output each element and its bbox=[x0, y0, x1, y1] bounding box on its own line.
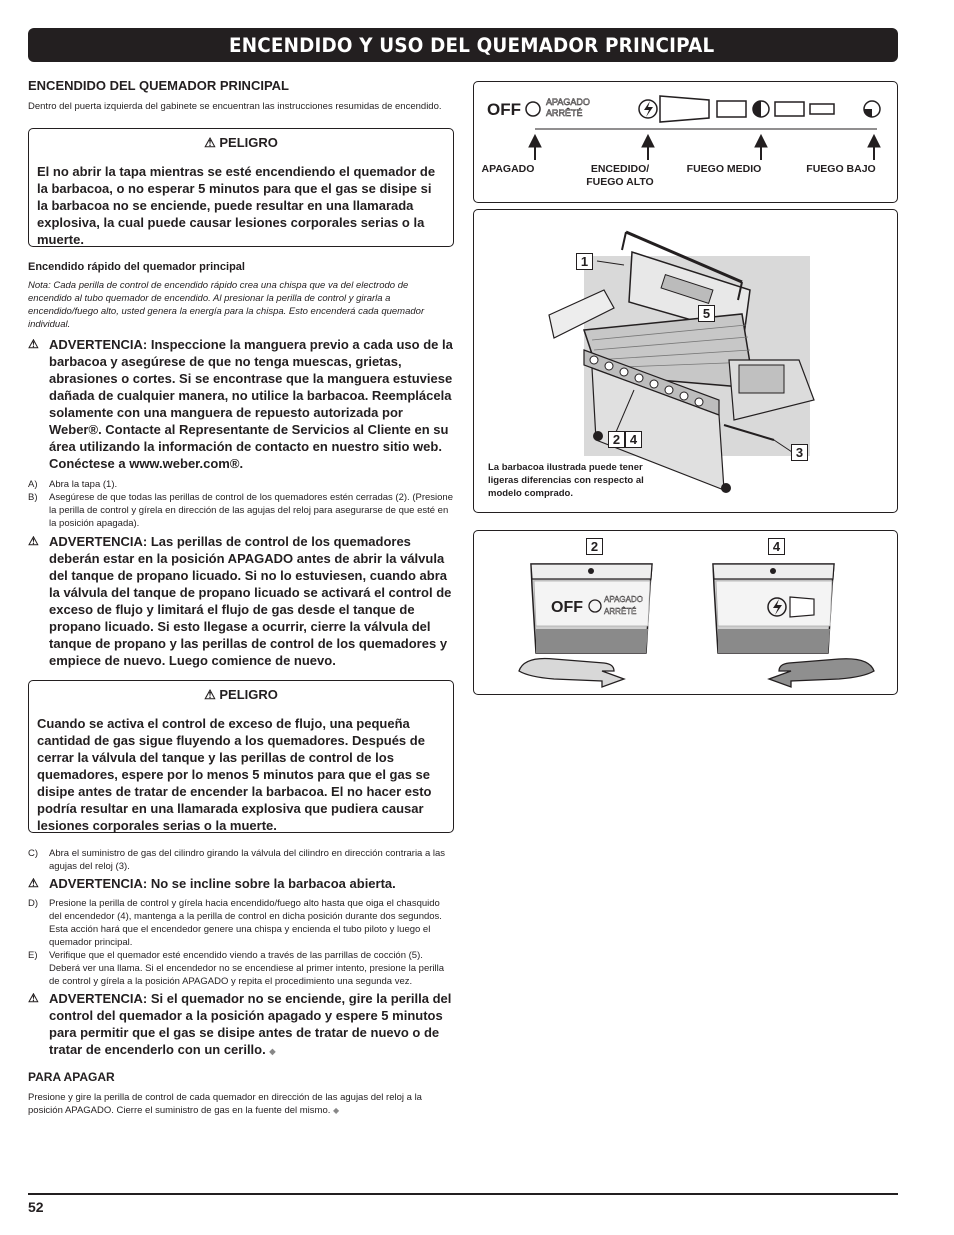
knob-figure-panel bbox=[473, 530, 898, 695]
danger-title: PELIGRO bbox=[219, 135, 278, 150]
warning-text bbox=[49, 990, 454, 1060]
grill-callout-3: 3 bbox=[791, 444, 808, 461]
grill-callout-5: 5 bbox=[698, 305, 715, 322]
end-diamond-icon: ◆ bbox=[333, 1106, 340, 1115]
page-number: 52 bbox=[28, 1199, 44, 1215]
danger-icon: ⚠ bbox=[204, 687, 220, 702]
danger-title: PELIGRO bbox=[219, 687, 278, 702]
knob-callout-2: 2 bbox=[586, 538, 603, 555]
step-letter: D) bbox=[28, 898, 39, 909]
dial-positions-panel bbox=[473, 81, 898, 203]
step-text: Abra la tapa (1). bbox=[49, 479, 118, 490]
step-letter: E) bbox=[28, 950, 38, 961]
step-item bbox=[28, 491, 454, 530]
counterclockwise-arrow-icon bbox=[769, 659, 874, 687]
step-text: Presione la perilla de control y gírela hacia encendido/fuego alto hasta que oiga el chasquido del encendedor (4), mantenga a la perilla de control en dicha posición durante dos segundos. Esta acción hará que el encendedor genere una chispa y encienda el tubo piloto y luego el quemador principal. bbox=[49, 898, 442, 948]
step-text: Asegúrese de que todas las perillas de control de los quemadores estén cerradas (2). (Presione la perilla de control y gírela en dirección de las agujas del reloj para asegurarse de que esté en la posición apagada). bbox=[49, 492, 453, 529]
dial-arrete-text: ARRÊTÉ bbox=[546, 108, 583, 118]
dial-label-bajo: FUEGO BAJO bbox=[806, 163, 876, 175]
flame-gauge-icon bbox=[717, 101, 746, 117]
dial-label-medio: FUEGO MEDIO bbox=[686, 163, 762, 175]
lightning-icon bbox=[644, 101, 653, 117]
danger-header bbox=[37, 135, 445, 151]
knob-arrete-text: ARRÊTÉ bbox=[604, 607, 637, 616]
flame-gauge-large-icon bbox=[660, 96, 709, 122]
steps-de bbox=[28, 897, 454, 988]
page-title: ENCENDIDO Y USO DEL QUEMADOR PRINCIPAL bbox=[229, 34, 715, 57]
warning-text: ADVERTENCIA: No se incline sobre la barbacoa abierta. bbox=[49, 876, 396, 891]
footer-rule bbox=[28, 1193, 898, 1195]
warning-icon: ⚠ bbox=[28, 337, 39, 351]
knob-off-text: OFF bbox=[551, 599, 583, 616]
step-text: Abra el suministro de gas del cilindro girando la válvula del cilindro en dirección contraria a las agujas del reloj (3). bbox=[49, 848, 446, 872]
grill-callout-4: 4 bbox=[625, 431, 642, 448]
step-item bbox=[28, 897, 454, 949]
clockwise-arrow-icon bbox=[519, 659, 624, 688]
grill-callout-2: 2 bbox=[608, 431, 625, 448]
dial-arrows bbox=[529, 135, 880, 160]
knob-callout-4: 4 bbox=[768, 538, 785, 555]
off-text-body: Presione y gire la perilla de control de cada quemador en dirección de las agujas del reloj a la posición APAGADO. Cierre el suministro de gas en la fuente del mismo. bbox=[28, 1092, 422, 1116]
quick-note: Nota: Cada perilla de control de encendido rápido crea una chispa que va del electrodo de encendido al tubo quemador de encendido. Al presionar la perilla de control y girarla a encendido/fuego alto, usted genera la energía para la chispa. Esto encenderá cada quemador individual. bbox=[28, 280, 425, 330]
grill-caption: La barbacoa ilustrada puede tener ligeras diferencias con respecto al modelo comprado. bbox=[488, 462, 644, 499]
flame-gauge-icon bbox=[790, 597, 814, 617]
warning-icon: ⚠ bbox=[28, 876, 39, 890]
warning-icon: ⚠ bbox=[28, 534, 39, 548]
off-circle-icon bbox=[526, 102, 540, 116]
warning-3 bbox=[28, 875, 454, 892]
flame-gauge-smallest-icon bbox=[810, 104, 834, 114]
step-text: Verifique que el quemador esté encendido viendo a través de las parrillas de cocción (5). Deberá ver una llama. Si el encendedor no se encendiese al primer intento, presione la perilla de control y gírela a la posición APAGADO y repita el procedimiento una segunda vez. bbox=[49, 950, 445, 987]
quick-heading: Encendido rápido del quemador principal bbox=[28, 261, 245, 273]
danger-text: Cuando se activa el control de exceso de flujo, una pequeña cantidad de gas sigue fluyendo a los quemadores. Después de cerrar la válvula del tanque y las perillas de control de los quemadores, espere por lo menos 5 minutos para que el gas se disipe antes de tratar de encender la barbacoa. El no hacer esto podría resultar en una llamarada explosiva que pudiera causar lesiones corporales serias o la muerte. bbox=[37, 716, 432, 833]
step-item bbox=[28, 478, 454, 491]
danger-icon: ⚠ bbox=[204, 135, 220, 150]
warning-4 bbox=[28, 990, 454, 1060]
left-column bbox=[28, 78, 454, 1117]
warning-text: ADVERTENCIA: Las perillas de control de los quemadores deberán estar en la posición APAGADO antes de abrir la válvula del tanque de propano licuado. Si no lo estuviesen, cuando abra la válvula del tanque de propano licuado se activará el control de exceso de flujo y limitará el flujo de gas desde el tanque de propano licuado. Si esto llegase a ocurrir, cierre la válvula del tanque de propano y las perillas de control de los quemadores y empiece de nuevo. Luego comience de nuevo. bbox=[49, 534, 452, 668]
off-text bbox=[28, 1091, 454, 1117]
step-letter: C) bbox=[28, 848, 39, 859]
warning-text: ADVERTENCIA: Inspeccione la manguera previo a cada uso de la barbacoa y asegúrese de que no tenga muescas, grietas, abrasiones o cortes. Si se encontrase que la manguera estuviese dañada de cualquier manera, no utilice la barbacoa. Reemplácela solamente con una manguera de repuesto autorizada por Weber®. Contacte al Representante de Servicios al Cliente en su área utilizando la información de contacto en nuestro sitio web. Conéctese a www.weber.com®. bbox=[49, 337, 453, 471]
step-letter: A) bbox=[28, 479, 38, 490]
knob-off bbox=[519, 564, 652, 687]
grill-figure-panel bbox=[473, 209, 898, 513]
step-letter: B) bbox=[28, 492, 38, 503]
dial-label-apagado: APAGADO bbox=[481, 163, 535, 175]
step-item bbox=[28, 949, 454, 988]
warning-icon: ⚠ bbox=[28, 991, 39, 1005]
dial-diagram bbox=[474, 82, 899, 204]
knob-apagado-text: APAGADO bbox=[604, 595, 643, 604]
grill-callout-1: 1 bbox=[576, 253, 593, 270]
danger-text: El no abrir la tapa mientras se esté encendiendo el quemador de la barbacoa, o no esperar 5 minutos para que el gas se disipe si la barbacoa no se enciende, puede resultar en una llamarada explosiva, la cual puede causar lesiones corporales serias o la muerte. bbox=[37, 164, 436, 247]
danger-box-2 bbox=[28, 680, 454, 833]
danger-header bbox=[37, 687, 445, 703]
warning-1 bbox=[28, 336, 454, 472]
dial-apagado-text: APAGADO bbox=[546, 97, 590, 107]
flame-gauge-small-icon bbox=[775, 102, 804, 116]
warning-4-text: ADVERTENCIA: Si el quemador no se enciende, gire la perilla del control del quemador a la posición apagado y espere 5 minutos para permitir que el gas se disipe antes de tratar de nuevo o de tratar de encenderlo con un cerillo. bbox=[49, 991, 452, 1057]
warning-2 bbox=[28, 533, 454, 669]
knob-on bbox=[713, 564, 874, 687]
section-heading: ENCENDIDO DEL QUEMADOR PRINCIPAL bbox=[28, 78, 289, 93]
knob-illustration bbox=[474, 531, 899, 696]
danger-box-1 bbox=[28, 128, 454, 247]
steps-ab bbox=[28, 478, 454, 530]
off-heading: PARA APAGAR bbox=[28, 1070, 115, 1084]
step-item bbox=[28, 847, 454, 873]
end-diamond-icon: ◆ bbox=[269, 1047, 276, 1056]
side-burner-lid bbox=[739, 365, 784, 393]
dial-off-text: OFF bbox=[487, 100, 521, 119]
quarter-circle-fill bbox=[864, 109, 872, 117]
dial-label-encendido: ENCEDIDO/ FUEGO ALTO bbox=[586, 163, 654, 188]
page-title-banner bbox=[28, 28, 898, 62]
half-circle-fill bbox=[753, 101, 761, 117]
intro-text: Dentro del puerta izquierda del gabinete se encuentran las instrucciones resumidas de encendido. bbox=[28, 101, 442, 112]
